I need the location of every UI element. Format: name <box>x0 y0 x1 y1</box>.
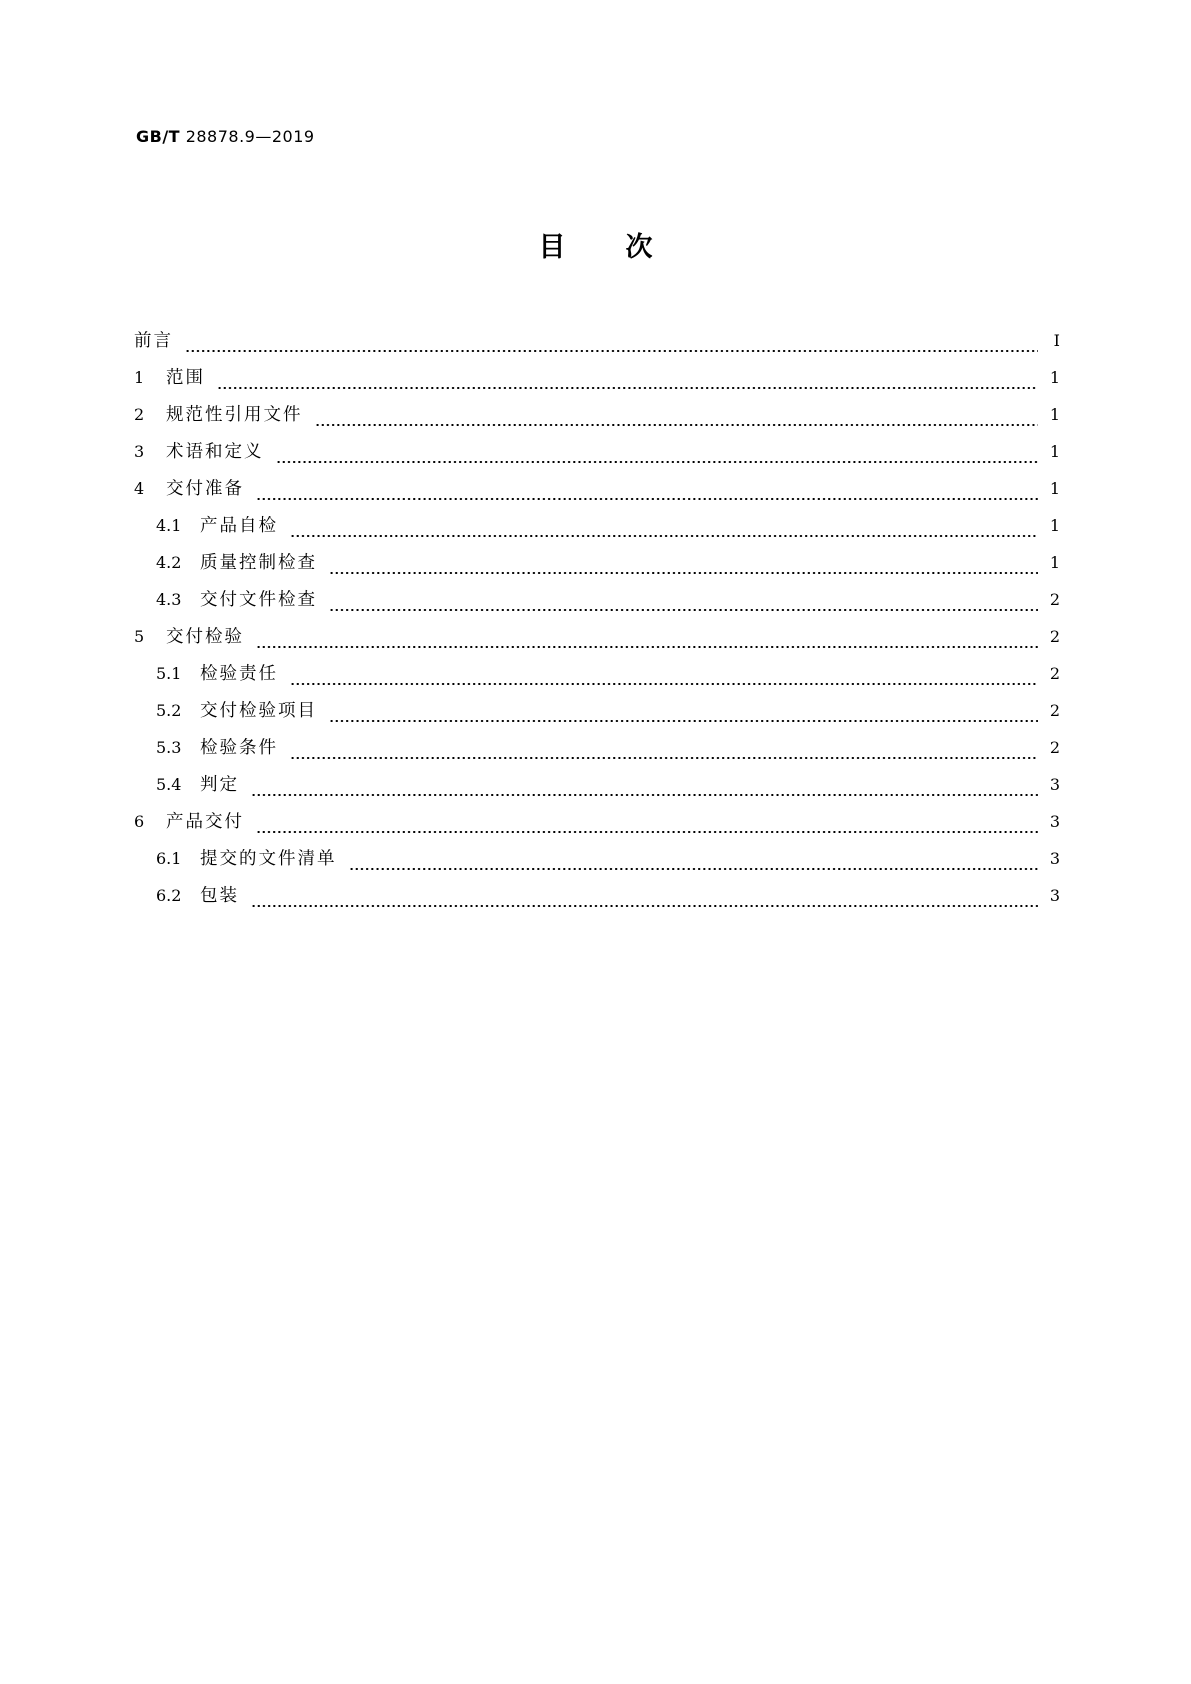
toc-entry-number: 5.3 <box>156 738 182 757</box>
toc-entry-title: 提交的文件清单 <box>200 849 337 869</box>
toc-entry[interactable] <box>134 364 1060 401</box>
toc-entry[interactable] <box>134 623 1060 660</box>
toc-entry[interactable] <box>134 660 1060 697</box>
toc-dot-leader <box>217 364 1038 401</box>
toc-entry-title: 检验责任 <box>200 664 278 684</box>
toc-entry[interactable] <box>134 771 1060 808</box>
standard-code-number: 28878.9—2019 <box>185 127 315 146</box>
page-title-char: 目 <box>538 232 566 263</box>
toc-entry-number: 2 <box>134 405 145 424</box>
toc-entry-page-number: 2 <box>1049 627 1060 646</box>
toc-dot-leader <box>290 734 1038 771</box>
page-title-char: 次 <box>625 232 653 263</box>
toc-entry-page-number: 1 <box>1049 553 1060 572</box>
toc-entry[interactable] <box>134 882 1060 919</box>
toc-dot-leader <box>276 438 1039 475</box>
toc-entry[interactable] <box>134 845 1060 882</box>
toc-entry-number: 5 <box>134 627 145 646</box>
toc-entry-page-number: 3 <box>1049 886 1060 905</box>
toc-entry-page-number: 1 <box>1049 405 1060 424</box>
toc-entry-number: 4.2 <box>156 553 182 572</box>
toc-entry[interactable] <box>134 808 1060 845</box>
toc-dot-leader <box>349 845 1039 882</box>
toc-dot-leader <box>315 401 1039 438</box>
toc-entry-title: 交付检验 <box>166 627 244 647</box>
toc-entry-title: 判定 <box>200 775 239 795</box>
toc-dot-leader <box>329 697 1038 734</box>
toc-entry-page-number: 3 <box>1049 775 1060 794</box>
toc-entry-title: 交付文件检查 <box>200 590 317 610</box>
toc-entry-number: 5.4 <box>156 775 182 794</box>
toc-entry-page-number: 2 <box>1049 664 1060 683</box>
toc-dot-leader <box>256 808 1038 845</box>
toc-dot-leader <box>185 327 1038 364</box>
toc-entry-number: 4.3 <box>156 590 182 609</box>
toc-entry[interactable] <box>134 475 1060 512</box>
toc-dot-leader <box>329 586 1038 623</box>
toc-entry[interactable] <box>134 438 1060 475</box>
toc-entry-page-number: 3 <box>1049 812 1060 831</box>
toc-entry-page-number: 1 <box>1049 516 1060 535</box>
toc-entry-title: 质量控制检查 <box>200 553 317 573</box>
page-title <box>0 228 1191 268</box>
toc-entry-page-number: Ⅰ <box>1053 331 1060 350</box>
toc-entry-page-number: 2 <box>1049 738 1060 757</box>
toc-entry-number: 5.1 <box>156 664 182 683</box>
toc-entry-title: 范围 <box>166 368 205 388</box>
standard-code-prefix: GB/T <box>136 127 181 146</box>
toc-entry-number: 5.2 <box>156 701 182 720</box>
toc-entry-page-number: 2 <box>1049 590 1060 609</box>
toc-entry-number: 4 <box>134 479 145 498</box>
toc-entry-title: 前言 <box>134 331 173 351</box>
toc-entry[interactable] <box>134 549 1060 586</box>
toc-entry-title: 规范性引用文件 <box>166 405 303 425</box>
toc-entry-page-number: 1 <box>1049 368 1060 387</box>
toc-entry-number: 4.1 <box>156 516 182 535</box>
toc-entry[interactable] <box>134 697 1060 734</box>
toc-dot-leader <box>290 512 1038 549</box>
toc-entry-number: 6 <box>134 812 145 831</box>
toc-dot-leader <box>251 882 1038 919</box>
toc-entry-title: 检验条件 <box>200 738 278 758</box>
toc-entry-number: 6.2 <box>156 886 182 905</box>
toc-dot-leader <box>251 771 1038 808</box>
toc-entry[interactable] <box>134 401 1060 438</box>
toc-entry-title: 术语和定义 <box>166 442 264 462</box>
toc-entry-number: 3 <box>134 442 145 461</box>
toc-entry[interactable] <box>134 734 1060 771</box>
standard-code <box>136 127 315 146</box>
toc-entry-title: 交付准备 <box>166 479 244 499</box>
table-of-contents <box>134 327 1060 919</box>
toc-entry-title: 交付检验项目 <box>200 701 317 721</box>
toc-entry[interactable] <box>134 512 1060 549</box>
toc-entry-title: 产品自检 <box>200 516 278 536</box>
toc-entry[interactable] <box>134 586 1060 623</box>
toc-dot-leader <box>329 549 1038 586</box>
toc-dot-leader <box>290 660 1038 697</box>
toc-entry-page-number: 1 <box>1049 479 1060 498</box>
toc-entry-page-number: 1 <box>1049 442 1060 461</box>
toc-entry-page-number: 3 <box>1049 849 1060 868</box>
toc-dot-leader <box>256 475 1038 512</box>
toc-entry-number: 6.1 <box>156 849 182 868</box>
toc-entry-title: 产品交付 <box>166 812 244 832</box>
toc-dot-leader <box>256 623 1038 660</box>
toc-entry-number: 1 <box>134 368 145 387</box>
toc-entry-page-number: 2 <box>1049 701 1060 720</box>
toc-entry[interactable] <box>134 327 1060 364</box>
toc-entry-title: 包装 <box>200 886 239 906</box>
